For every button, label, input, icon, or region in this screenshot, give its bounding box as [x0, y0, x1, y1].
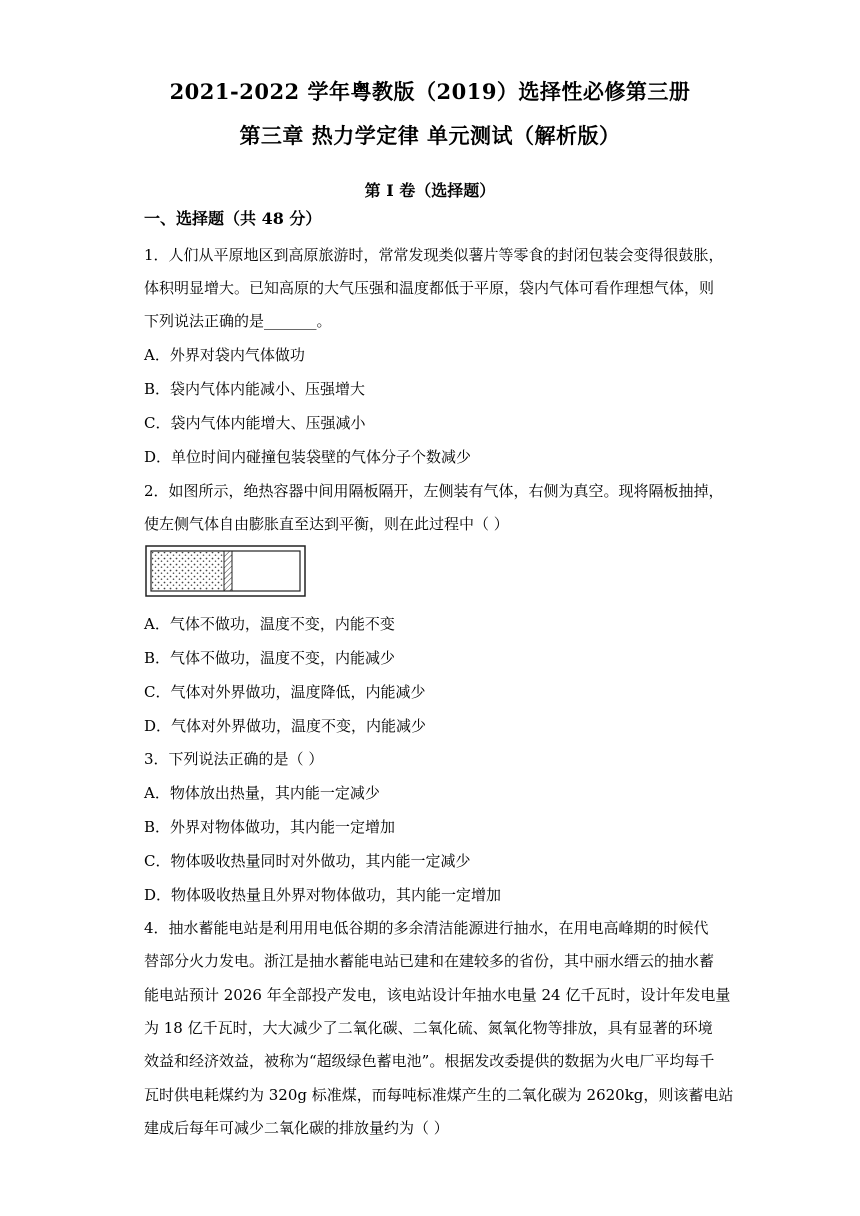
q4-text-line-1: 4．抽水蓄能电站是利用用电低谷期的多余清洁能源进行抽水，在用电高峰期的时候代 — [144, 919, 709, 937]
q4-text-line-6: 瓦时供电耗煤约为 320g 标准煤，而每吨标准煤产生的二氧化碳为 2620kg，则该蓄电站 — [144, 1086, 734, 1104]
q4-text-line-5: 效益和经济效益，被称为“超级绿色蓄电池”。根据发改委提供的数据为火电厂平均每千 — [144, 1052, 715, 1070]
partition-plate — [224, 551, 232, 591]
q1-option-d: D．单位时间内碰撞包装袋壁的气体分子个数减少 — [144, 448, 472, 466]
q2-option-b: B．气体不做功，温度不变，内能减少 — [144, 649, 396, 667]
q4-text-line-4: 为 18 亿千瓦时，大大减少了二氧化碳、二氧化硫、氮氧化物等排放，具有显著的环境 — [144, 1019, 713, 1037]
q3-option-d: D．物体吸收热量且外界对物体做功，其内能一定增加 — [144, 886, 502, 904]
q4-text-line-3: 能电站预计 2026 年全部投产发电，该电站设计年抽水电量 24 亿千瓦时，设计年发电量 — [144, 986, 731, 1004]
document-title-line2: 第三章 热力学定律 单元测试（解析版） — [239, 123, 621, 148]
q2-option-a: A．气体不做功，温度不变，内能不变 — [144, 615, 395, 633]
q1-option-c: C．袋内气体内能增大、压强减小 — [144, 414, 366, 432]
q2-option-d: D．气体对外界做功，温度不变，内能减少 — [144, 717, 427, 735]
gas-region — [152, 552, 224, 590]
q4-text-line-2: 替部分火力发电。浙江是抽水蓄能电站已建和在建较多的省份，其中丽水缙云的抽水蓄 — [144, 952, 715, 970]
q3-option-c: C．物体吸收热量同时对外做功，其内能一定减少 — [144, 852, 471, 870]
q3-option-b: B．外界对物体做功，其内能一定增加 — [144, 818, 396, 836]
q3-text-line-1: 3．下列说法正确的是（ ） — [144, 750, 324, 768]
insulated-container-figure — [145, 545, 306, 597]
section-heading: 一、选择题（共 48 分） — [144, 209, 322, 228]
q2-text-line-1: 2．如图所示，绝热容器中间用隔板隔开，左侧装有气体，右侧为真空。现将隔板抽掉， — [144, 482, 724, 500]
q1-text-line-1: 1．人们从平原地区到高原旅游时，常常发现类似薯片等零食的封闭包装会变得很鼓胀， — [144, 246, 724, 264]
q3-option-a: A．物体放出热量，其内能一定减少 — [144, 784, 380, 802]
q4-text-line-7: 建成后每年可减少二氧化碳的排放量约为（ ） — [144, 1119, 449, 1137]
q1-text-line-2: 体积明显增大。已知高原的大气压强和温度都低于平原，袋内气体可看作理想气体，则 — [144, 279, 715, 297]
q1-option-b: B．袋内气体内能减小、压强增大 — [144, 380, 366, 398]
q2-text-line-2: 使左侧气体自由膨胀直至达到平衡，则在此过程中（ ） — [144, 515, 509, 533]
q1-option-a: A．外界对袋内气体做功 — [144, 346, 305, 364]
q2-option-c: C．气体对外界做功，温度降低，内能减少 — [144, 683, 426, 701]
q1-text-line-3: 下列说法正确的是_______。 — [144, 312, 332, 330]
volume-heading: 第 I 卷（选择题） — [364, 181, 496, 200]
document-title-line1: 2021-2022 学年粤教版（2019）选择性必修第三册 — [169, 79, 691, 104]
